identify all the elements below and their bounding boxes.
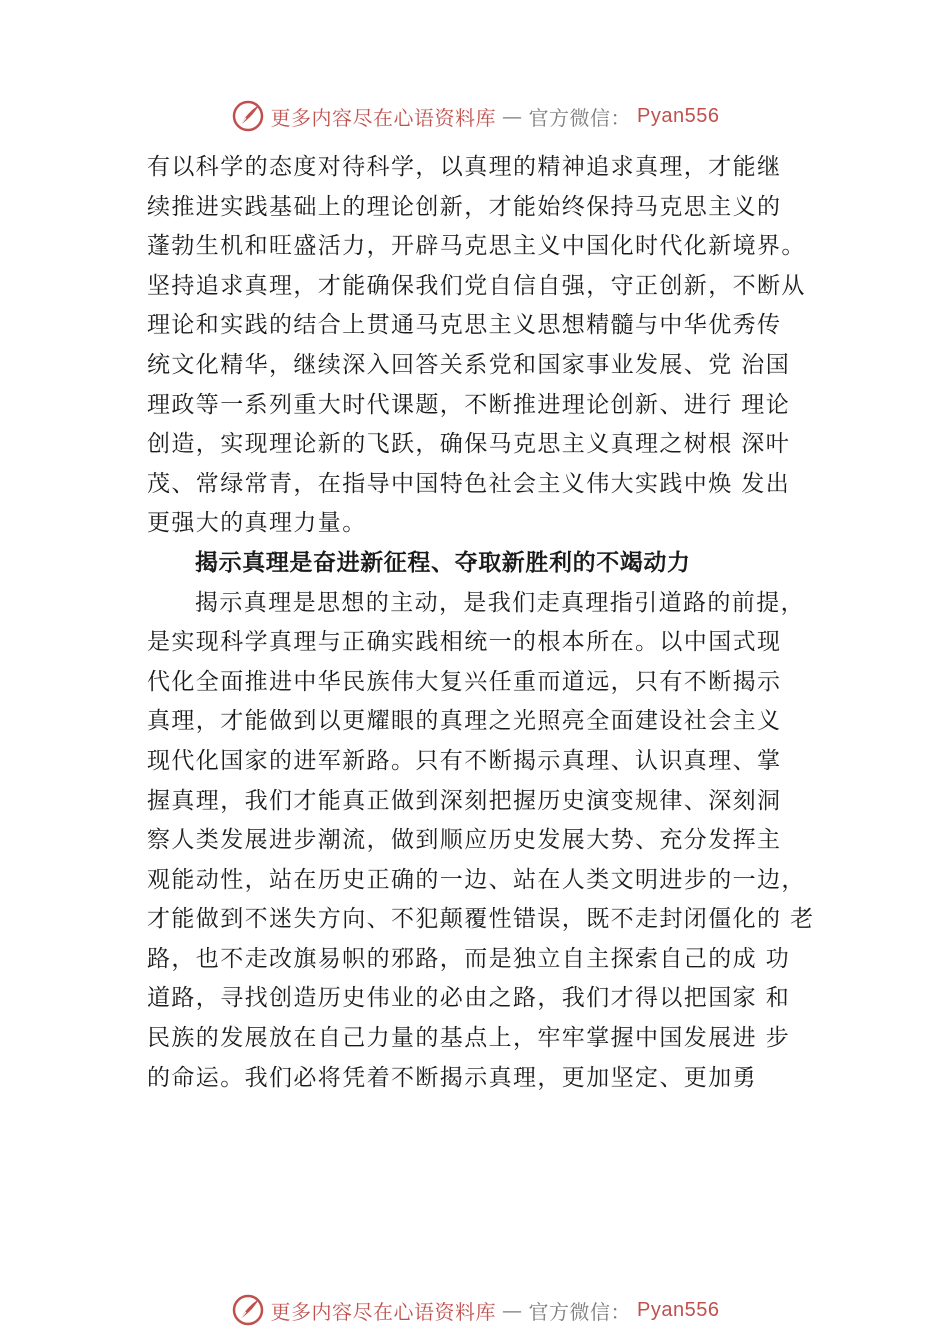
text-line: 有以科学的态度对待科学，以真理的精神追求真理，才能继 bbox=[147, 154, 782, 180]
text-line: 民族的发展放在自己力量的基点上，牢牢掌握中国发展进 步 bbox=[147, 1025, 791, 1052]
text-line: 更强大的真理力量。 bbox=[147, 510, 367, 537]
watermark-dash: — bbox=[502, 104, 523, 128]
watermark-dash: — bbox=[502, 1298, 523, 1322]
text-line: 创造，实现理论新的飞跃，确保马克思主义真理之树根 深叶 bbox=[147, 431, 791, 458]
text-line: 现代化国家的进军新路。只有不断揭示真理、认识真理、掌 bbox=[147, 747, 782, 774]
text-line: 的命运。我们必将凭着不断揭示真理，更加坚定、更加勇 bbox=[147, 1064, 757, 1091]
text-line: 坚持追求真理，才能确保我们党自信自强，守正创新，不断从 bbox=[147, 272, 806, 299]
text-line: 蓬勃生机和旺盛活力，开辟马克思主义中国化时代化新境界。 bbox=[147, 233, 806, 260]
feather-pen-logo-icon bbox=[231, 99, 265, 133]
text-line: 才能做到不迷失方向、不犯颠覆性错误，既不走封闭僵化的 老 bbox=[147, 906, 815, 933]
text-line: 续推进实践基础上的理论创新，才能始终保持马克思主义的 bbox=[147, 193, 782, 220]
text-line: 握真理，我们才能真正做到深刻把握历史演变规律、深刻洞 bbox=[147, 787, 782, 814]
text-line: 代化全面推进中华民族伟大复兴任重而道远，只有不断揭示 bbox=[147, 668, 782, 695]
text-line: 揭示真理是思想的主动，是我们走真理指引道路的前提， bbox=[195, 589, 805, 616]
watermark-wechat-label: 官方微信： bbox=[528, 105, 632, 130]
feather-pen-logo-icon bbox=[231, 1293, 265, 1327]
watermark-site-text: 更多内容尽在心语资料库 bbox=[270, 105, 497, 130]
text-line: 是实现科学真理与正确实践相统一的根本所在。以中国式现 bbox=[147, 629, 782, 656]
watermark-site-text: 更多内容尽在心语资料库 bbox=[270, 1299, 497, 1324]
text-line: 统文化精华，继续深入回答关系党和国家事业发展、党 治国 bbox=[147, 351, 791, 378]
section-heading: 揭示真理是奋进新征程、夺取新胜利的不竭动力 bbox=[195, 549, 691, 576]
watermark-wechat-id: Pyan556 bbox=[637, 104, 720, 127]
text-line: 理论和实践的结合上贯通马克思主义思想精髓与中华优秀传 bbox=[147, 312, 782, 339]
watermark-wechat-id: Pyan556 bbox=[637, 1298, 720, 1321]
text-line: 路，也不走改旗易帜的邪路，而是独立自主探索自己的成 功 bbox=[147, 945, 791, 972]
text-line: 察人类发展进步潮流，做到顺应历史发展大势、充分发挥主 bbox=[147, 827, 782, 854]
watermark-wechat-label: 官方微信： bbox=[528, 1299, 632, 1324]
text-line: 道路，寻找创造历史伟业的必由之路，我们才得以把国家 和 bbox=[147, 985, 791, 1012]
text-line: 观能动性，站在历史正确的一边、站在人类文明进步的一边， bbox=[147, 866, 806, 893]
text-line: 茂、常绿常青，在指导中国特色社会主义伟大实践中焕 发出 bbox=[147, 470, 791, 497]
footer-watermark bbox=[0, 1288, 950, 1332]
header-watermark bbox=[0, 94, 950, 138]
document-body bbox=[147, 148, 837, 1098]
text-line: 理政等一系列重大时代课题，不断推进理论创新、进行 理论 bbox=[147, 391, 791, 418]
text-line: 真理，才能做到以更耀眼的真理之光照亮全面建设社会主义 bbox=[147, 708, 782, 735]
